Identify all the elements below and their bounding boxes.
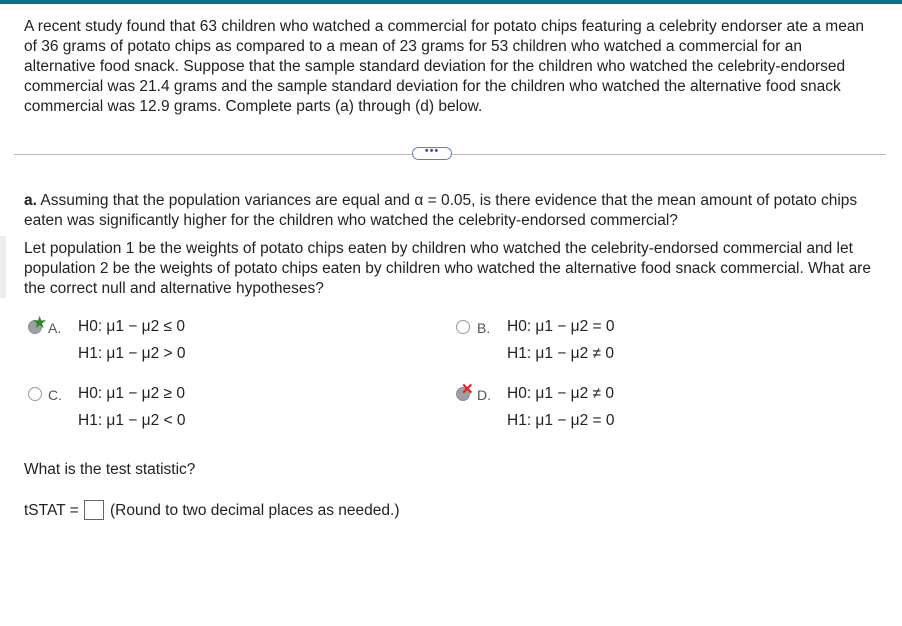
option-c-letter: C. [48,387,62,403]
part-a-label: a. [24,192,37,209]
option-c-h0: H0: μ1 − μ2 ≥ 0 [78,385,185,402]
problem-intro: A recent study found that 63 children who watched a commercial for potato chips featuring a celebrity endorser ate a mean of 36 grams of potato chips as compared to a mean of 23 grams for 53 children who watched a commercial for an alternative food snack. Suppose that the sample standard deviation for the children who watched the celebrity-endorsed commercial was 21.4 grams and the sample standard deviation for the children who watched the alternative food snack commercial was 12.9 grams. Complete parts (a) through (d) below. [24,18,865,115]
incorrect-x-icon: ✕ [461,381,474,398]
option-a-h0: H0: μ1 − μ2 ≤ 0 [78,318,185,335]
option-b-radio[interactable] [456,320,470,334]
part-a-question-text: Assuming that the population variances are equal and α = 0.05, is there evidence that the mean amount of potato chips eaten was significantly higher for the children who watched the celebrity-endorsed commercial? [24,192,858,229]
show-more-button[interactable]: ••• [412,147,452,160]
option-c-h1: H1: μ1 − μ2 < 0 [78,412,186,429]
correct-star-icon: ★ [32,313,48,332]
top-accent-bar [0,0,902,4]
option-d-letter: D. [477,387,491,403]
option-b-h0: H0: μ1 − μ2 = 0 [507,318,615,335]
side-indicator [0,236,6,298]
option-a-letter: A. [48,320,62,336]
option-b-letter: B. [477,320,491,336]
rounding-instruction: (Round to two decimal places as needed.) [110,502,400,519]
option-b-h1: H1: μ1 − μ2 ≠ 0 [507,345,614,362]
option-d-h0: H0: μ1 − μ2 ≠ 0 [507,385,614,402]
tstat-label: tSTAT = [24,502,79,519]
part-a-setup: Let population 1 be the weights of potato chips eaten by children who watched the celebrity-endorsed commercial and let population 2 be the weights of potato chips eaten by children who watched the alternative food snack commercial. What are the correct null and alternative hypotheses? [24,240,871,297]
part-a-question [24,191,884,231]
option-a-h1: H1: μ1 − μ2 > 0 [78,345,186,362]
test-statistic-question: What is the test statistic? [24,461,196,478]
option-c-radio[interactable] [28,387,42,401]
option-d-h1: H1: μ1 − μ2 = 0 [507,412,615,429]
tstat-answer-input[interactable] [84,500,104,520]
